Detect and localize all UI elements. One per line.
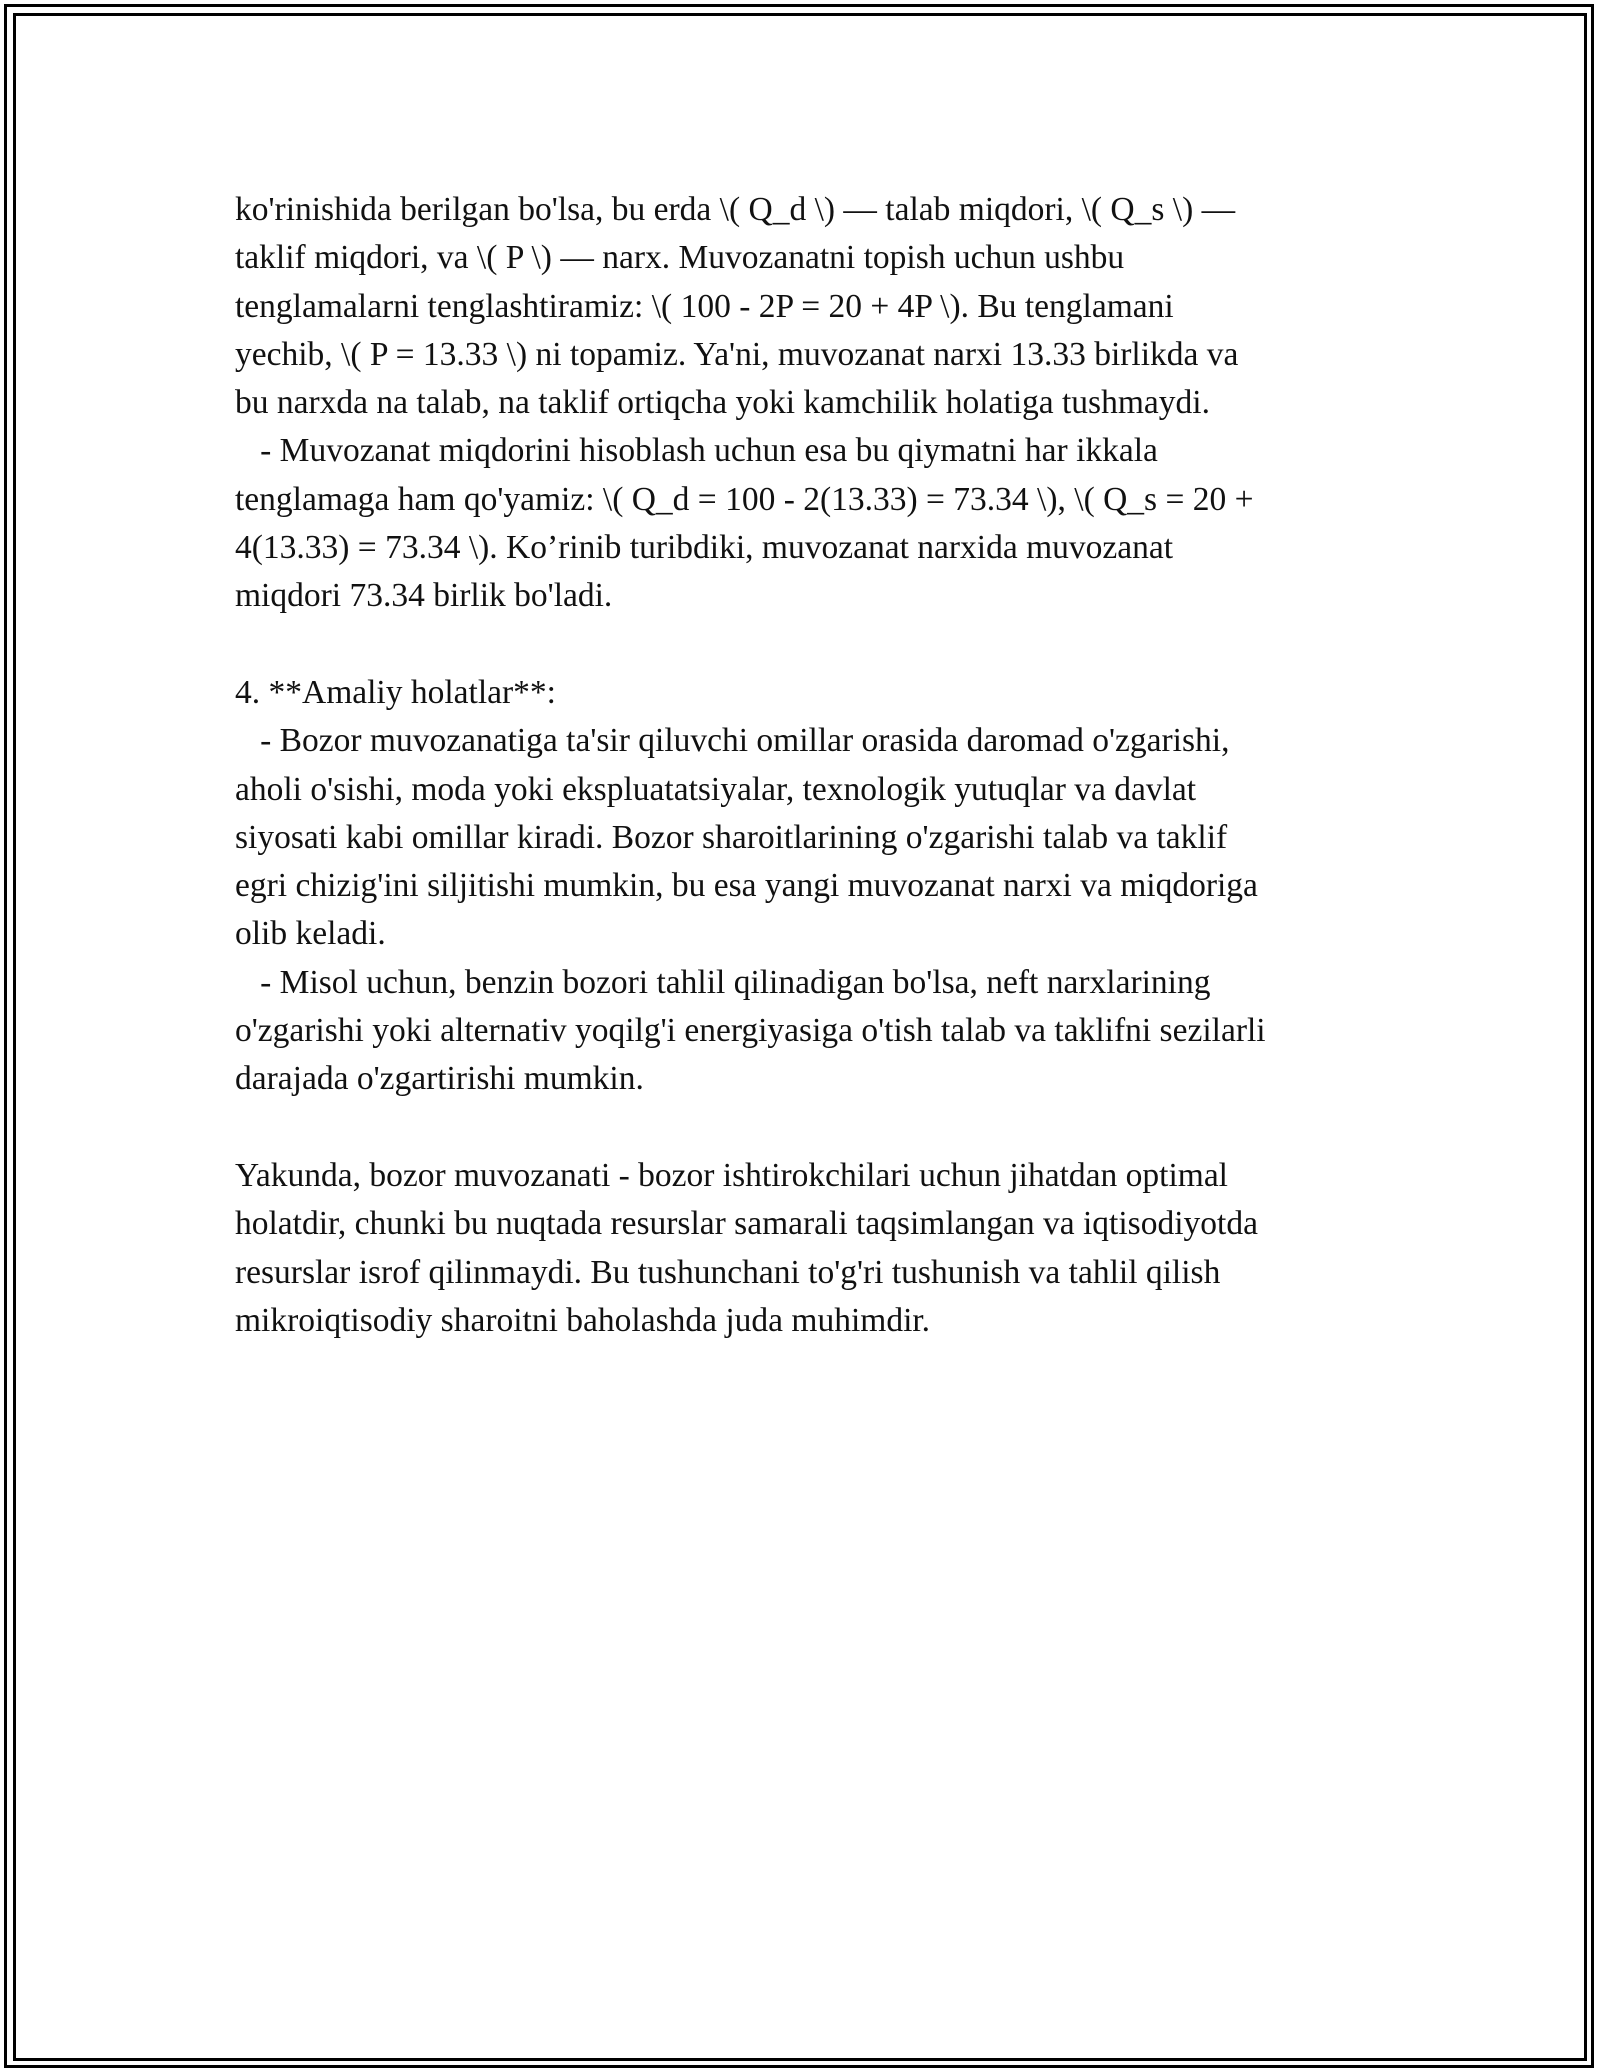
text-line: tenglamalarni tenglashtiramiz: \( 100 - 2P = 20 + 4P \). Bu tenglamani bbox=[235, 287, 1174, 325]
text-line: yechib, \( P = 13.33 \) ni topamiz. Ya'ni, muvozanat narxi 13.33 birlikda va bbox=[235, 335, 1239, 373]
text-line: ko'rinishida berilgan bo'lsa, bu erda \( Q_d \) — talab miqdori, \( Q_s \) — bbox=[235, 191, 1236, 228]
text-line: darajada o'zgartirishi mumkin. bbox=[235, 1060, 644, 1098]
text-line: Yakunda, bozor muvozanati - bozor ishtirokchilari uchun jihatdan optimal bbox=[235, 1156, 1228, 1194]
text-line: tenglamaga ham qo'yamiz: \( Q_d = 100 - 2(13.33) = 73.34 \), \( Q_s = 20 + bbox=[235, 480, 1254, 518]
document-body bbox=[235, 186, 1385, 1345]
text-line: o'zgarishi yoki alternativ yoqilg'i energiyasiga o'tish talab va taklifni sezilarli bbox=[235, 1012, 1266, 1050]
blank-line bbox=[235, 621, 1385, 669]
text-line: bu narxda na talab, na taklif ortiqcha yoki kamchilik holatiga tushmaydi. bbox=[235, 384, 1210, 422]
text-line: - Misol uchun, benzin bozori tahlil qilinadigan bo'lsa, neft narxlarining bbox=[235, 963, 1211, 1001]
text-line: siyosati kabi omillar kiradi. Bozor sharoitlarining o'zgarishi talab va taklif bbox=[235, 818, 1228, 856]
text-line: holatdir, chunki bu nuqtada resurslar samarali taqsimlangan va iqtisodiyotda bbox=[235, 1205, 1258, 1243]
text-line: aholi o'sishi, moda yoki ekspluatatsiyalar, texnologik yutuqlar va davlat bbox=[235, 770, 1197, 808]
text-line: miqdori 73.34 birlik bo'ladi. bbox=[235, 577, 613, 615]
blank-line bbox=[235, 1104, 1385, 1152]
section-heading: 4. **Amaliy holatlar**: bbox=[235, 673, 556, 711]
text-line: - Bozor muvozanatiga ta'sir qiluvchi omillar orasida daromad o'zgarishi, bbox=[235, 722, 1230, 760]
text-line: mikroiqtisodiy sharoitni baholashda juda muhimdir. bbox=[235, 1301, 931, 1339]
text-line: egri chizig'ini siljitishi mumkin, bu esa yangi muvozanat narxi va miqdoriga bbox=[235, 867, 1258, 905]
text-line: olib keladi. bbox=[235, 915, 386, 953]
text-line: 4(13.33) = 73.34 \). Ko’rinib turibdiki, muvozanat narxida muvozanat bbox=[235, 529, 1174, 567]
text-line: taklif miqdori, va \( P \) — narx. Muvozanatni topish uchun ushbu bbox=[235, 239, 1125, 277]
text-line: - Muvozanat miqdorini hisoblash uchun esa bu qiymatni har ikkala bbox=[235, 432, 1158, 470]
text-line: resurslar isrof qilinmaydi. Bu tushunchani to'g'ri tushunish va tahlil qilish bbox=[235, 1253, 1221, 1291]
